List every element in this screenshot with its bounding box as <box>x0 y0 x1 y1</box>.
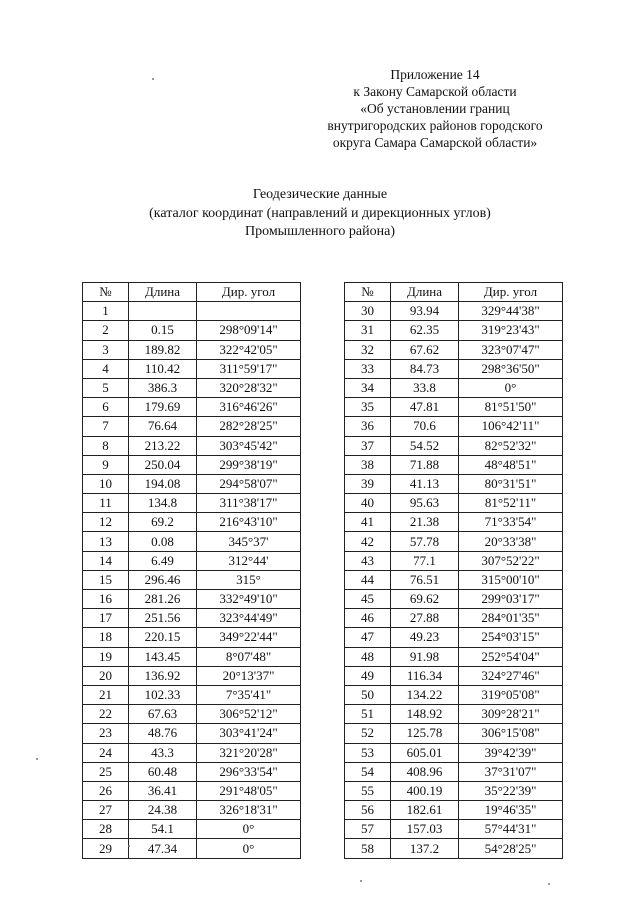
table-row <box>83 398 301 417</box>
direction-angle-cell: 319°23'43" <box>459 321 563 340</box>
column-header-number: № <box>83 283 129 302</box>
point-number-cell: 48 <box>345 647 391 666</box>
table-body-left <box>83 302 301 858</box>
table-row <box>83 781 301 800</box>
direction-angle-cell: 306°52'12" <box>197 705 301 724</box>
appendix-line: «Об установлении границ <box>360 101 510 116</box>
direction-angle-cell: 7°35'41" <box>197 685 301 704</box>
table-row <box>345 724 563 743</box>
table-row <box>345 302 563 321</box>
direction-angle-cell: 37°31'07" <box>459 762 563 781</box>
direction-angle-cell: 322°42'05" <box>197 340 301 359</box>
length-cell: 408.96 <box>391 762 459 781</box>
point-number-cell: 7 <box>83 417 129 436</box>
table-row <box>345 628 563 647</box>
direction-angle-cell: 332°49'10" <box>197 590 301 609</box>
title-line: Промышленного района) <box>244 224 396 239</box>
point-number-cell: 56 <box>345 801 391 820</box>
point-number-cell: 53 <box>345 743 391 762</box>
document-title <box>100 186 540 242</box>
length-cell: 182.61 <box>391 801 459 820</box>
point-number-cell: 36 <box>345 417 391 436</box>
direction-angle-cell: 316°46'26" <box>197 398 301 417</box>
length-cell: 27.88 <box>391 609 459 628</box>
direction-angle-cell: 323°07'47" <box>459 340 563 359</box>
direction-angle-cell: 0° <box>459 378 563 397</box>
point-number-cell: 4 <box>83 359 129 378</box>
point-number-cell: 13 <box>83 532 129 551</box>
length-cell <box>129 302 197 321</box>
point-number-cell: 31 <box>345 321 391 340</box>
point-number-cell: 14 <box>83 551 129 570</box>
direction-angle-cell: 216°43'10" <box>197 513 301 532</box>
table-row <box>345 340 563 359</box>
table-row <box>345 398 563 417</box>
length-cell: 125.78 <box>391 724 459 743</box>
point-number-cell: 55 <box>345 781 391 800</box>
direction-angle-cell: 20°13'37" <box>197 666 301 685</box>
direction-angle-cell: 319°05'08" <box>459 685 563 704</box>
point-number-cell: 51 <box>345 705 391 724</box>
point-number-cell: 49 <box>345 666 391 685</box>
length-cell: 47.34 <box>129 839 197 858</box>
point-number-cell: 45 <box>345 590 391 609</box>
direction-angle-cell: 329°44'38" <box>459 302 563 321</box>
appendix-line: внутригородских районов городского <box>327 118 543 133</box>
point-number-cell: 21 <box>83 685 129 704</box>
direction-angle-cell: 315°00'10" <box>459 570 563 589</box>
table-row <box>83 321 301 340</box>
length-cell: 102.33 <box>129 685 197 704</box>
length-cell: 136.92 <box>129 666 197 685</box>
table-row <box>83 743 301 762</box>
length-cell: 220.15 <box>129 628 197 647</box>
point-number-cell: 5 <box>83 378 129 397</box>
length-cell: 69.62 <box>391 590 459 609</box>
length-cell: 400.19 <box>391 781 459 800</box>
title-line: (каталог координат (направлений и дирекционных углов) <box>149 205 491 221</box>
length-cell: 281.26 <box>129 590 197 609</box>
length-cell: 54.1 <box>129 820 197 839</box>
table-row <box>345 570 563 589</box>
table-row <box>83 839 301 858</box>
direction-angle-cell: 321°20'28" <box>197 743 301 762</box>
length-cell: 194.08 <box>129 474 197 493</box>
direction-angle-cell: 303°45'42" <box>197 436 301 455</box>
table-row <box>83 820 301 839</box>
point-number-cell: 54 <box>345 762 391 781</box>
length-cell: 43.3 <box>129 743 197 762</box>
table-row <box>83 609 301 628</box>
point-number-cell: 27 <box>83 801 129 820</box>
point-number-cell: 6 <box>83 398 129 417</box>
direction-angle-cell: 291°48'05" <box>197 781 301 800</box>
direction-angle-cell: 81°52'11" <box>459 494 563 513</box>
table-row <box>83 666 301 685</box>
table-row <box>345 513 563 532</box>
direction-angle-cell: 19°46'35" <box>459 801 563 820</box>
scan-speck <box>360 880 362 882</box>
direction-angle-cell: 324°27'46" <box>459 666 563 685</box>
point-number-cell: 41 <box>345 513 391 532</box>
length-cell: 386.3 <box>129 378 197 397</box>
point-number-cell: 50 <box>345 685 391 704</box>
length-cell: 36.41 <box>129 781 197 800</box>
direction-angle-cell: 296°33'54" <box>197 762 301 781</box>
point-number-cell: 39 <box>345 474 391 493</box>
column-header-length: Длина <box>129 283 197 302</box>
length-cell: 134.8 <box>129 494 197 513</box>
point-number-cell: 29 <box>83 839 129 858</box>
point-number-cell: 11 <box>83 494 129 513</box>
direction-angle-cell: 20°33'38" <box>459 532 563 551</box>
point-number-cell: 47 <box>345 628 391 647</box>
length-cell: 213.22 <box>129 436 197 455</box>
table-row <box>83 359 301 378</box>
direction-angle-cell: 81°51'50" <box>459 398 563 417</box>
direction-angle-cell: 309°28'21" <box>459 705 563 724</box>
scan-speck <box>152 78 154 80</box>
direction-angle-cell: 252°54'04" <box>459 647 563 666</box>
length-cell: 84.73 <box>391 359 459 378</box>
point-number-cell: 26 <box>83 781 129 800</box>
appendix-line: Приложение 14 <box>390 67 480 82</box>
table-row <box>345 685 563 704</box>
direction-angle-cell: 311°59'17" <box>197 359 301 378</box>
length-cell: 48.76 <box>129 724 197 743</box>
direction-angle-cell: 312°44' <box>197 551 301 570</box>
length-cell: 70.6 <box>391 417 459 436</box>
point-number-cell: 40 <box>345 494 391 513</box>
table-row <box>83 378 301 397</box>
direction-angle-cell: 284°01'35" <box>459 609 563 628</box>
coordinates-table-left <box>82 282 301 859</box>
point-number-cell: 43 <box>345 551 391 570</box>
length-cell: 76.51 <box>391 570 459 589</box>
point-number-cell: 3 <box>83 340 129 359</box>
point-number-cell: 17 <box>83 609 129 628</box>
table-row <box>83 474 301 493</box>
table-row <box>345 321 563 340</box>
length-cell: 93.94 <box>391 302 459 321</box>
direction-angle-cell: 298°36'50" <box>459 359 563 378</box>
length-cell: 134.22 <box>391 685 459 704</box>
point-number-cell: 19 <box>83 647 129 666</box>
point-number-cell: 52 <box>345 724 391 743</box>
table-row <box>83 647 301 666</box>
point-number-cell: 35 <box>345 398 391 417</box>
direction-angle-cell: 35°22'39" <box>459 781 563 800</box>
length-cell: 148.92 <box>391 705 459 724</box>
point-number-cell: 58 <box>345 839 391 858</box>
length-cell: 95.63 <box>391 494 459 513</box>
length-cell: 143.45 <box>129 647 197 666</box>
direction-angle-cell: 315° <box>197 570 301 589</box>
length-cell: 54.52 <box>391 436 459 455</box>
length-cell: 77.1 <box>391 551 459 570</box>
length-cell: 69.2 <box>129 513 197 532</box>
table-row <box>345 801 563 820</box>
direction-angle-cell: 106°42'11" <box>459 417 563 436</box>
table-row <box>83 628 301 647</box>
length-cell: 91.98 <box>391 647 459 666</box>
table-row <box>345 532 563 551</box>
direction-angle-cell: 54°28'25" <box>459 839 563 858</box>
title-line: Геодезические данные <box>252 187 388 202</box>
table-row <box>83 724 301 743</box>
table-row <box>345 762 563 781</box>
length-cell: 60.48 <box>129 762 197 781</box>
length-cell: 0.08 <box>129 532 197 551</box>
point-number-cell: 18 <box>83 628 129 647</box>
table-row <box>345 839 563 858</box>
table-row <box>345 455 563 474</box>
direction-angle-cell: 0° <box>197 820 301 839</box>
length-cell: 189.82 <box>129 340 197 359</box>
table-header-row <box>345 283 563 302</box>
length-cell: 0.15 <box>129 321 197 340</box>
direction-angle-cell: 299°38'19" <box>197 455 301 474</box>
point-number-cell: 23 <box>83 724 129 743</box>
direction-angle-cell: 299°03'17" <box>459 590 563 609</box>
length-cell: 67.63 <box>129 705 197 724</box>
length-cell: 296.46 <box>129 570 197 589</box>
table-row <box>345 417 563 436</box>
direction-angle-cell: 80°31'51" <box>459 474 563 493</box>
table-row <box>345 590 563 609</box>
table-row <box>83 436 301 455</box>
table-row <box>83 705 301 724</box>
length-cell: 116.34 <box>391 666 459 685</box>
direction-angle-cell: 0° <box>197 839 301 858</box>
table-row <box>345 820 563 839</box>
point-number-cell: 12 <box>83 513 129 532</box>
direction-angle-cell: 71°33'54" <box>459 513 563 532</box>
table-row <box>345 378 563 397</box>
direction-angle-cell: 303°41'24" <box>197 724 301 743</box>
direction-angle-cell <box>197 302 301 321</box>
length-cell: 24.38 <box>129 801 197 820</box>
length-cell: 62.35 <box>391 321 459 340</box>
table-body-right <box>345 302 563 858</box>
direction-angle-cell: 82°52'32" <box>459 436 563 455</box>
table-row <box>345 666 563 685</box>
table-header-row <box>83 283 301 302</box>
length-cell: 41.13 <box>391 474 459 493</box>
table-row <box>345 781 563 800</box>
length-cell: 137.2 <box>391 839 459 858</box>
table-row <box>345 609 563 628</box>
table-row <box>345 494 563 513</box>
appendix-header <box>300 66 570 151</box>
table-row <box>83 455 301 474</box>
table-row <box>345 743 563 762</box>
length-cell: 251.56 <box>129 609 197 628</box>
point-number-cell: 33 <box>345 359 391 378</box>
column-header-angle: Дир. угол <box>197 283 301 302</box>
length-cell: 57.78 <box>391 532 459 551</box>
direction-angle-cell: 282°28'25" <box>197 417 301 436</box>
table-row <box>345 359 563 378</box>
point-number-cell: 44 <box>345 570 391 589</box>
direction-angle-cell: 294°58'07" <box>197 474 301 493</box>
direction-angle-cell: 323°44'49" <box>197 609 301 628</box>
length-cell: 250.04 <box>129 455 197 474</box>
length-cell: 33.8 <box>391 378 459 397</box>
point-number-cell: 25 <box>83 762 129 781</box>
point-number-cell: 46 <box>345 609 391 628</box>
table-row <box>83 494 301 513</box>
direction-angle-cell: 8°07'48" <box>197 647 301 666</box>
appendix-line: к Закону Самарской области <box>353 84 517 99</box>
scan-speck <box>548 883 550 885</box>
length-cell: 76.64 <box>129 417 197 436</box>
scan-speck <box>128 845 130 847</box>
point-number-cell: 38 <box>345 455 391 474</box>
point-number-cell: 37 <box>345 436 391 455</box>
table-row <box>83 340 301 359</box>
length-cell: 67.62 <box>391 340 459 359</box>
table-row <box>83 801 301 820</box>
appendix-line: округа Самара Самарской области» <box>332 135 538 150</box>
table-row <box>83 685 301 704</box>
direction-angle-cell: 326°18'31" <box>197 801 301 820</box>
point-number-cell: 28 <box>83 820 129 839</box>
length-cell: 179.69 <box>129 398 197 417</box>
direction-angle-cell: 254°03'15" <box>459 628 563 647</box>
point-number-cell: 34 <box>345 378 391 397</box>
point-number-cell: 57 <box>345 820 391 839</box>
point-number-cell: 32 <box>345 340 391 359</box>
point-number-cell: 15 <box>83 570 129 589</box>
length-cell: 6.49 <box>129 551 197 570</box>
direction-angle-cell: 39°42'39" <box>459 743 563 762</box>
table-row <box>345 474 563 493</box>
point-number-cell: 9 <box>83 455 129 474</box>
length-cell: 47.81 <box>391 398 459 417</box>
direction-angle-cell: 307°52'22" <box>459 551 563 570</box>
table-row <box>83 570 301 589</box>
direction-angle-cell: 345°37' <box>197 532 301 551</box>
point-number-cell: 42 <box>345 532 391 551</box>
table-row <box>345 551 563 570</box>
length-cell: 21.38 <box>391 513 459 532</box>
table-row <box>83 302 301 321</box>
table-row <box>83 532 301 551</box>
table-row <box>345 436 563 455</box>
direction-angle-cell: 306°15'08" <box>459 724 563 743</box>
length-cell: 110.42 <box>129 359 197 378</box>
table-row <box>83 551 301 570</box>
column-header-angle: Дир. угол <box>459 283 563 302</box>
point-number-cell: 2 <box>83 321 129 340</box>
table-row <box>83 513 301 532</box>
table-row <box>83 417 301 436</box>
length-cell: 605.01 <box>391 743 459 762</box>
point-number-cell: 8 <box>83 436 129 455</box>
table-row <box>345 705 563 724</box>
table-row <box>83 590 301 609</box>
column-header-number: № <box>345 283 391 302</box>
point-number-cell: 10 <box>83 474 129 493</box>
direction-angle-cell: 349°22'44" <box>197 628 301 647</box>
coordinates-table-right <box>344 282 563 859</box>
length-cell: 71.88 <box>391 455 459 474</box>
point-number-cell: 16 <box>83 590 129 609</box>
point-number-cell: 1 <box>83 302 129 321</box>
point-number-cell: 20 <box>83 666 129 685</box>
direction-angle-cell: 311°38'17" <box>197 494 301 513</box>
direction-angle-cell: 57°44'31" <box>459 820 563 839</box>
scan-speck <box>36 758 38 760</box>
column-header-length: Длина <box>391 283 459 302</box>
direction-angle-cell: 48°48'51" <box>459 455 563 474</box>
direction-angle-cell: 298°09'14" <box>197 321 301 340</box>
length-cell: 157.03 <box>391 820 459 839</box>
point-number-cell: 22 <box>83 705 129 724</box>
length-cell: 49.23 <box>391 628 459 647</box>
point-number-cell: 24 <box>83 743 129 762</box>
table-row <box>83 762 301 781</box>
point-number-cell: 30 <box>345 302 391 321</box>
table-row <box>345 647 563 666</box>
direction-angle-cell: 320°28'32" <box>197 378 301 397</box>
